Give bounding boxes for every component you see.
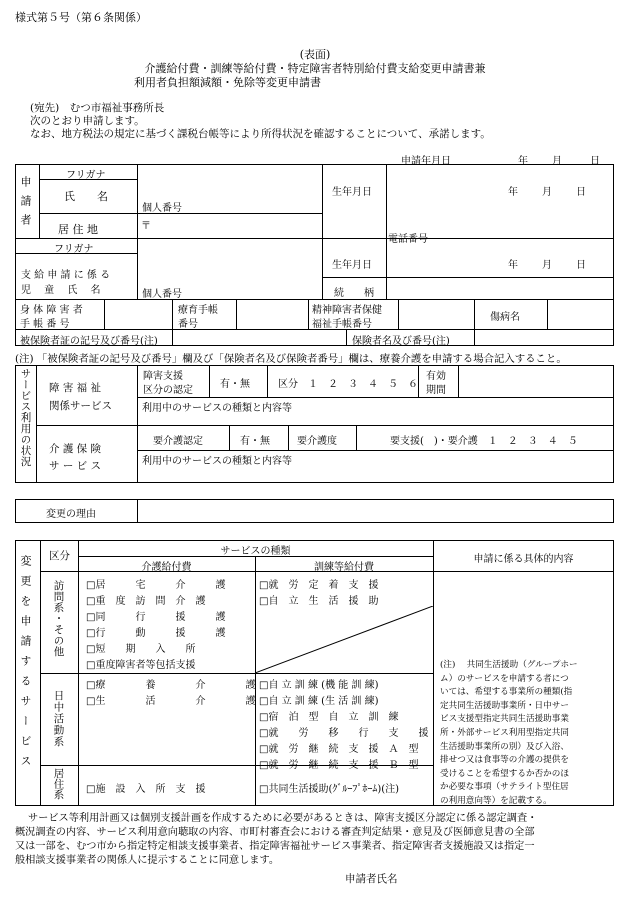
application-date-year: 年 bbox=[518, 156, 528, 167]
service-status-section-label: サービス利用の状況 bbox=[19, 368, 32, 467]
physical-card-label-2: 手 帳 番 号 bbox=[20, 319, 70, 330]
train-visit-item[interactable]: □就 労 定 着 支 援 bbox=[259, 580, 379, 591]
care-day-item[interactable]: □療 養 介 護 bbox=[86, 680, 256, 691]
child-label-1: 支 給 申 請 に 係 る bbox=[21, 270, 111, 281]
applicant-birth-year: 年 bbox=[508, 187, 518, 198]
postal-mark: 〒 bbox=[141, 221, 151, 232]
train-visit-item[interactable]: □自 立 生 活 援 助 bbox=[259, 596, 379, 607]
visit-category-label: 訪問系・その他 bbox=[52, 580, 65, 657]
train-home-item[interactable]: □共同生活援助(ｸﾞﾙｰﾌﾟﾎｰﾑ)(注) bbox=[259, 784, 400, 795]
care-using-label: 利用中のサービスの種類と内容等 bbox=[142, 456, 292, 467]
need-level-scale: 要支援( )・要介護 １ ２ ３ ４ ５ bbox=[390, 436, 578, 447]
child-label-2: 児 童 氏 名 bbox=[21, 285, 101, 296]
applicant-furigana-label: フリガナ bbox=[66, 170, 106, 181]
consent-line: 又は一部を、むつ市から指定特定相談支援事業者、指定障害福祉サービス事業者、指定障害者支援施設又は指定一 bbox=[15, 841, 535, 852]
care-visit-item[interactable]: □同 行 援 護 bbox=[86, 612, 226, 623]
child-birth-label: 生年月日 bbox=[332, 260, 372, 271]
welfare-label-1: 障 害 福 祉 bbox=[49, 382, 102, 394]
support-label-1: 障害支援 bbox=[143, 371, 183, 382]
home-category-label: 居住系 bbox=[52, 768, 65, 800]
service-types-label: サービスの種類 bbox=[220, 546, 291, 557]
train-day-item[interactable]: □宿 泊 型 自 立 訓 練 bbox=[259, 712, 399, 723]
train-day-item[interactable]: □就 労 継 続 支 援 Ｂ 型 bbox=[259, 760, 419, 771]
insured-number-label: 被保険者証の記号及び番号(注) bbox=[20, 336, 158, 347]
mental-card-label-2: 福祉手帳番号 bbox=[312, 319, 372, 330]
care-visit-item[interactable]: □行 動 援 護 bbox=[86, 628, 226, 639]
care-label-1: 介 護 保 険 bbox=[49, 443, 102, 455]
train-day-item[interactable]: □自 立 訓 練 (生 活 訓 練) bbox=[259, 696, 379, 707]
note-1: (注) 「被保険者証の記号及び番号」欄及び「保険者名及び保険者番号」欄は、療養介護を申請する場合記入すること。 bbox=[15, 353, 567, 365]
reason-row bbox=[15, 499, 614, 523]
applicant-my-number-label: 個人番号 bbox=[142, 203, 182, 214]
ryoiku-card-label-1: 療育手帳 bbox=[178, 305, 218, 316]
form-number: 様式第５号（第６条関係） bbox=[15, 11, 147, 24]
physical-card-label-1: 身 体 障 害 者 bbox=[20, 305, 83, 316]
addressee: (宛先) むつ市福祉事務所長 bbox=[30, 102, 165, 114]
support-label-2: 区分の認定 bbox=[143, 385, 193, 396]
applicant-name-label: 氏 名 bbox=[64, 190, 108, 203]
care-home-item[interactable]: □施 設 入 所 支 援 bbox=[86, 784, 206, 795]
care-day-item[interactable]: □生 活 介 護 bbox=[86, 696, 256, 707]
care-label-2: サ ー ビ ス bbox=[49, 460, 102, 472]
category-label: 区分 bbox=[49, 550, 70, 562]
form-title-2: 利用者負担額減額・免除等変更申請書 bbox=[134, 76, 321, 89]
train-day-item[interactable]: □自 立 訓 練 (機 能 訓 練) bbox=[259, 680, 379, 691]
detail-header: 申請に係る具体的内容 bbox=[473, 554, 574, 565]
form-title-1: 介護給付費・訓練等給付費・特定障害者特別給付費支給変更申請書兼 bbox=[144, 62, 486, 75]
reason-label: 変更の理由 bbox=[46, 509, 96, 520]
application-date-label: 申請年月日 bbox=[401, 156, 451, 167]
applicant-birth-month: 月 bbox=[542, 187, 552, 198]
support-yes-no: 有・無 bbox=[220, 379, 250, 390]
unused-cell-slash bbox=[255, 606, 433, 673]
valid-period-label-1: 有効 bbox=[426, 371, 446, 382]
form-side: (表面) bbox=[299, 48, 331, 61]
phone-label: 電話番号 bbox=[388, 234, 428, 245]
training-benefit-header: 訓練等給付費 bbox=[314, 562, 374, 573]
application-date-day: 日 bbox=[590, 156, 600, 167]
train-day-item[interactable]: □就 労 継 続 支 援 Ａ 型 bbox=[259, 744, 419, 755]
care-visit-item[interactable]: □短 期 入 所 bbox=[86, 644, 196, 655]
welfare-label-2: 関係サービス bbox=[49, 400, 112, 412]
consent-line: 概況調査の内容、サービス利用意向聴取の内容、市町村審査会における審査判定結果・意見及び医師意見書の全部 bbox=[15, 827, 535, 838]
child-furigana-label: フリガナ bbox=[54, 244, 94, 255]
signature-label: 申請者氏名 bbox=[345, 873, 398, 885]
disease-label: 傷病名 bbox=[490, 312, 520, 323]
change-note: (注) 共同生活援助（グループホー ム）のサービスを申請する者につ いては、希望する事業所の種類(指 定共同生活援助事業所・日中サー ビス支援型指定共同生活援助事業 所・外部サービス利用型指定共同 生活援助事業所の別）及び入浴、 排せつ又は食事等の介護の提供を 受けることを希望するか否かのほ か必要な事項（サテライト型住居 の利用意向等）を記載する。 bbox=[440, 660, 578, 806]
need-cert-yes-no: 有・無 bbox=[240, 436, 270, 447]
support-kubun: 区分 １ ２ ３ ４ ５ ６ bbox=[278, 379, 418, 390]
mental-card-label-1: 精神障害者保健 bbox=[312, 305, 382, 316]
need-level-label: 要介護度 bbox=[297, 436, 337, 447]
care-visit-item[interactable]: □重度障害者等包括支援 bbox=[86, 660, 196, 671]
child-birth-year: 年 bbox=[508, 260, 518, 271]
care-visit-item[interactable]: □居 宅 介 護 bbox=[86, 580, 226, 591]
ryoiku-card-label-2: 番号 bbox=[178, 319, 198, 330]
applicant-birth-label: 生年月日 bbox=[332, 187, 372, 198]
relation-label: 続 柄 bbox=[334, 288, 374, 299]
insurer-label: 保険者名及び番号(注) bbox=[352, 336, 450, 347]
need-cert-label: 要介護認定 bbox=[153, 436, 203, 447]
application-date-month: 月 bbox=[552, 156, 562, 167]
change-section-label: 変更を申請するサービス bbox=[19, 555, 32, 775]
applicant-section-label: 申請者 bbox=[19, 176, 32, 233]
intro-2: なお、地方税法の規定に基づく課税台帳等により所得状況を確認することについて、承諾します。 bbox=[30, 128, 491, 140]
day-category-label: 日中活動系 bbox=[52, 690, 65, 748]
child-my-number-label: 個人番号 bbox=[142, 289, 182, 300]
valid-period-label-2: 期間 bbox=[426, 385, 446, 396]
applicant-address-label: 居 住 地 bbox=[58, 223, 98, 236]
applicant-birth-day: 日 bbox=[576, 187, 586, 198]
care-benefit-header: 介護給付費 bbox=[141, 562, 192, 573]
child-birth-month: 月 bbox=[542, 260, 552, 271]
consent-line: サービス等利用計画又は個別支援計画を作成するために必要があるときは、障害支援区分認定に係る認定調査・ bbox=[28, 813, 538, 824]
care-visit-item[interactable]: □重 度 訪 問 介 護 bbox=[86, 596, 206, 607]
consent-line: 般相談支援事業者の関係人に提示することに同意します。 bbox=[15, 855, 280, 866]
welfare-using-label: 利用中のサービスの種類と内容等 bbox=[142, 403, 292, 414]
child-birth-day: 日 bbox=[576, 260, 586, 271]
train-day-item[interactable]: □就 労 移 行 支 援 bbox=[259, 728, 429, 739]
intro-1: 次のとおり申請します。 bbox=[30, 115, 145, 127]
